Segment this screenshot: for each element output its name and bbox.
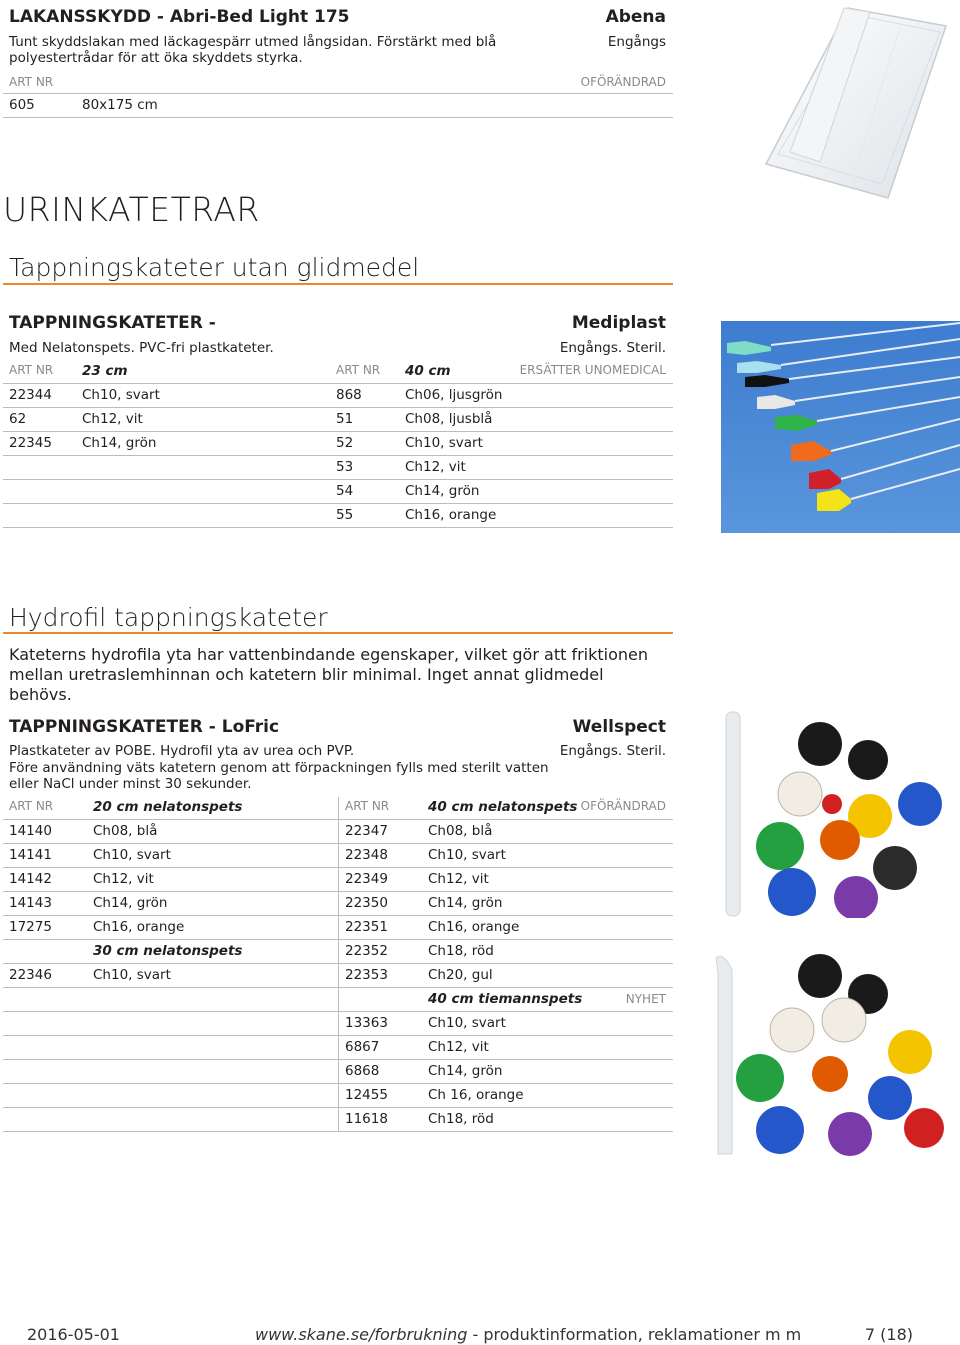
col-header-20cm: 20 cm nelatonspets [93, 799, 243, 815]
col-artnr: ART NR [336, 363, 381, 377]
item-description: Ch12, vit [82, 411, 143, 427]
table-rule [3, 407, 673, 408]
item-description: Ch14, grön [428, 895, 503, 911]
table-rule [3, 455, 673, 456]
item-description: Ch06, ljusgrön [405, 387, 503, 403]
table-rule [3, 1059, 673, 1060]
sub-heading: Tappningskateter utan glidmedel [9, 253, 420, 282]
table-rule [3, 1107, 673, 1108]
table-rule [3, 1131, 673, 1132]
art-number: 51 [336, 411, 354, 427]
col-header-40cm: 40 cm [405, 363, 451, 379]
item-description: Ch10, svart [93, 847, 171, 863]
art-number: 22353 [345, 967, 388, 983]
item-description: Ch16, orange [93, 919, 185, 935]
brand-name: Mediplast [571, 313, 666, 333]
art-number: 53 [336, 459, 354, 475]
table-rule [3, 915, 673, 916]
bed-protector-image [760, 2, 960, 202]
item-description: Ch10, svart [93, 967, 171, 983]
col-artnr: ART NR [9, 363, 54, 377]
table-rule [3, 431, 673, 432]
art-number: 22344 [9, 387, 52, 403]
sub-column-header: 30 cm nelatonspets [93, 943, 243, 959]
art-number: 54 [336, 483, 354, 499]
item-description: Ch 16, orange [428, 1087, 524, 1103]
item-description: Ch08, blå [428, 823, 493, 839]
item-description: Ch14, grön [93, 895, 168, 911]
lofric-catheter-image [720, 708, 960, 918]
item-description: Ch10, svart [428, 847, 506, 863]
footer-link[interactable]: www.skane.se/forbrukning [255, 1325, 468, 1344]
product-title: LAKANSSKYDD - Abri-Bed Light 175 [9, 7, 350, 27]
art-number: 22346 [9, 967, 52, 983]
art-number: 605 [9, 97, 35, 113]
item-description: Ch16, orange [428, 919, 520, 935]
item-description: Ch18, röd [428, 943, 494, 959]
col-header-40cm: 40 cm nelatonspets [428, 799, 578, 815]
art-number: 14143 [9, 895, 52, 911]
col-artnr: ART NR [345, 799, 390, 813]
col-artnr: ART NR [9, 75, 54, 89]
table-rule [3, 987, 673, 988]
art-number: 14140 [9, 823, 52, 839]
art-number: 22348 [345, 847, 388, 863]
footer-date: 2016-05-01 [27, 1325, 120, 1344]
item-description: Ch12, vit [405, 459, 466, 475]
category-heading: URINKATETRAR [3, 190, 260, 229]
product-title: TAPPNINGSKATETER - LoFric [9, 717, 280, 737]
art-number: 22351 [345, 919, 388, 935]
status-label: OFÖRÄNDRAD [580, 799, 666, 813]
table-rule [3, 867, 673, 868]
item-description: Ch12, vit [93, 871, 154, 887]
status-label: OFÖRÄNDRAD [580, 75, 666, 89]
art-number: 62 [9, 411, 27, 427]
table-rule [3, 1011, 673, 1012]
item-description: Ch20, gul [428, 967, 493, 983]
usage-instructions: Före användning väts katetern genom att förpackningen fylls med sterilt vatten eller NaCl under minst 30 sekunder. [9, 760, 549, 792]
art-number: 22345 [9, 435, 52, 451]
product-description: Tunt skyddslakan med läckagespärr utmed långsidan. Förstärkt med blå polyestertrådar för att öka skyddets styrka. [9, 34, 497, 66]
art-number: 17275 [9, 919, 52, 935]
product-description: Med Nelatonspets. PVC-fri plastkateter. [9, 340, 274, 356]
item-description: Ch14, grön [82, 435, 157, 451]
intro-text: Kateterns hydrofila yta har vattenbindande egenskaper, vilket gör att friktionen mellan uretraslemhinnan och katetern blir minimal. Inget annat glidmedel behövs. [9, 645, 648, 704]
item-description: Ch12, vit [428, 871, 489, 887]
brand-name: Wellspect [572, 717, 666, 737]
item-description: Ch14, grön [405, 483, 480, 499]
col-header-23cm: 23 cm [82, 363, 128, 379]
item-description: Ch08, ljusblå [405, 411, 493, 427]
col-artnr: ART NR [9, 799, 54, 813]
table-rule [3, 1035, 673, 1036]
usage-label: Engångs [607, 34, 666, 50]
table-rule [3, 1083, 673, 1084]
art-number: 52 [336, 435, 354, 451]
art-number: 22349 [345, 871, 388, 887]
table-rule [3, 891, 673, 892]
sub-column-header: 40 cm tiemannspets [428, 991, 583, 1007]
table-rule [3, 479, 673, 480]
status-label: NYHET [625, 992, 666, 1006]
art-number: 13363 [345, 1015, 388, 1031]
item-description: Ch08, blå [93, 823, 158, 839]
art-number: 11618 [345, 1111, 388, 1127]
art-number: 12455 [345, 1087, 388, 1103]
page-number: 7 (18) [864, 1325, 913, 1344]
art-number: 22352 [345, 943, 388, 959]
status-label: ERSÄTTER UNOMEDICAL [519, 363, 666, 377]
item-description: Ch10, svart [405, 435, 483, 451]
art-number: 6868 [345, 1063, 380, 1079]
art-number: 22350 [345, 895, 388, 911]
footer-text [255, 1325, 801, 1344]
table-rule [3, 503, 673, 504]
item-description: Ch18, röd [428, 1111, 494, 1127]
table-rule [3, 527, 673, 528]
table-rule [3, 383, 673, 384]
art-number: 14141 [9, 847, 52, 863]
usage-label: Engångs. Steril. [559, 340, 666, 356]
usage-label: Engångs. Steril. [559, 743, 666, 759]
item-description: Ch14, grön [428, 1063, 503, 1079]
table-rule [3, 843, 673, 844]
product-title: TAPPNINGSKATETER - [9, 313, 216, 333]
sub-heading: Hydrofil tappningskateter [9, 603, 328, 632]
footer-link-suffix: - produktinformation, reklamationer m m [467, 1325, 802, 1344]
column-divider [338, 797, 339, 1131]
art-number: 22347 [345, 823, 388, 839]
table-rule [3, 939, 673, 940]
item-description: Ch16, orange [405, 507, 497, 523]
art-number: 868 [336, 387, 362, 403]
lofric-tiemann-image [710, 948, 960, 1158]
product-description: Plastkateter av POBE. Hydrofil yta av urea och PVP. [9, 743, 355, 759]
item-description: Ch12, vit [428, 1039, 489, 1055]
item-description: Ch10, svart [82, 387, 160, 403]
size-value: 80x175 cm [82, 97, 158, 113]
table-rule [3, 963, 673, 964]
brand-name: Abena [605, 7, 666, 27]
art-number: 6867 [345, 1039, 380, 1055]
art-number: 55 [336, 507, 354, 523]
item-description: Ch10, svart [428, 1015, 506, 1031]
catheter-image [721, 321, 960, 533]
art-number: 14142 [9, 871, 52, 887]
